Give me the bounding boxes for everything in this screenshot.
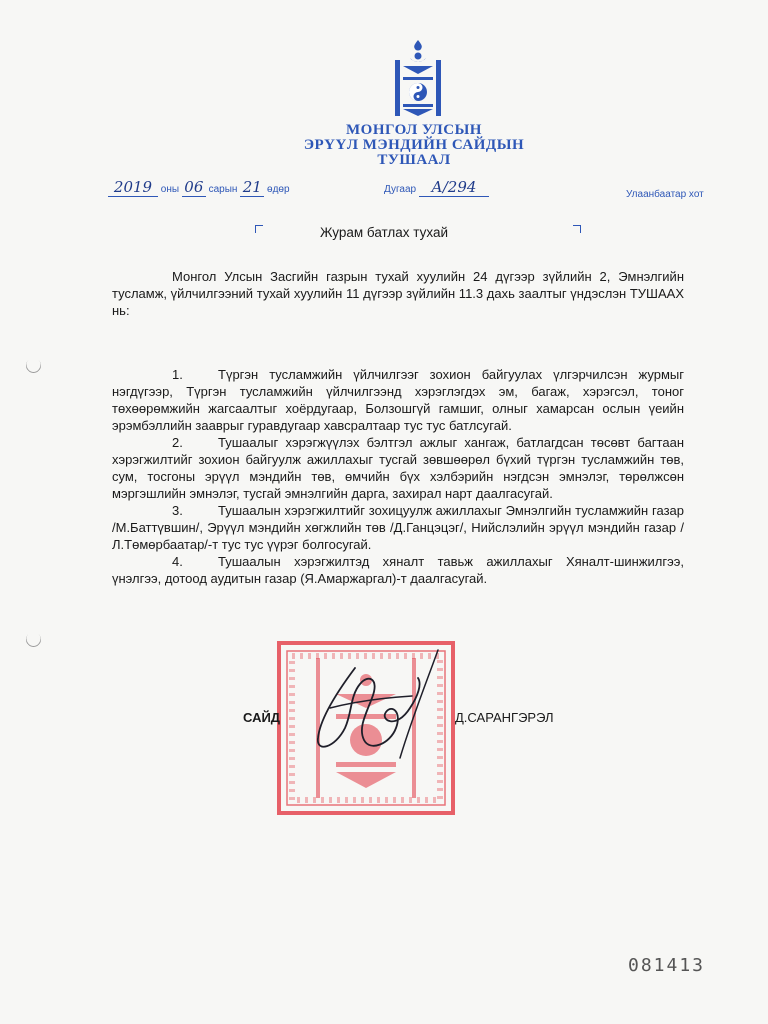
item-text: Тушаалын хэрэгжилтийг зохицуулж ажиллахыг Эмнэлгийн тусламжийн газар /М.Баттүвшин/, Эрүүл мэндийн хөгжлийн төв /Д.Ганцэцэг/, Нийслэлийн эрүүл мэндийн газар /Л.Төмөрбаатар/-т тус тус үүрэг болгосугай.	[112, 503, 684, 552]
item-number: 3.	[172, 503, 183, 518]
item-number: 1.	[172, 367, 183, 382]
document-title: Журам батлах тухай	[319, 225, 449, 240]
soyombo-emblem-icon	[394, 38, 442, 118]
date-day-label: өдөр	[267, 184, 290, 195]
order-item	[112, 502, 684, 553]
item-text: Түргэн тусламжийн үйлчилгээг зохион байгуулах үлгэрчилсэн журмыг нэгдүгээр, Түргэн тусламжийн үйлчилгээнд хэрэглэгдэх эм, багаж, хэрэгсэл, тоног төхөөрөмжийн жагсаалтыг хоёрдугаар, Болзошгүй гамшиг, олныг хамарсан ослын үеийн эрэмбэллийн зааврыг гуравдугаар хавсралтаар тус тус батлсугай.	[112, 367, 684, 433]
order-item	[112, 553, 684, 587]
item-text: Тушаалыг хэрэгжүүлэх бэлтгэл ажлыг хангаж, батлагдсан төсөвт багтаан хэрэгжилтийг зохион байгуулж ажиллахыг тусгай зөвшөөрөл бүхий түргэн тусламжийн төв, сум, тосгоны эрүүл мэндийн төв, өмчийн бүх хэлбэрийн нэгдсэн эмнэлэг, төрөлжсөн мэргэшлийн эмнэлэг, тусгай эмнэлгийн дарга, захирал нарт даалгасугай.	[112, 435, 684, 501]
binder-hole-mark	[23, 355, 44, 376]
order-item	[112, 434, 684, 502]
header-country: МОНГОЛ УЛСЫН	[346, 122, 482, 138]
order-number-label: Дугаар	[384, 184, 417, 195]
order-items	[112, 366, 684, 587]
item-number: 4.	[172, 554, 183, 569]
date-month-label: сарын	[208, 184, 238, 195]
signer-name: Д.САРАНГЭРЭЛ	[455, 710, 554, 725]
date-line	[108, 178, 290, 197]
item-text: Тушаалын хэрэгжилтэд хяналт тавьж ажиллахыг Хяналт-шинжилгээ, үнэлгээ, дотоод аудитын газар (Я.Амаржаргал)-т даалгасугай.	[112, 554, 684, 586]
header-doc-type: ТУШААЛ	[377, 152, 451, 168]
header-ministry: ЭРҮҮЛ МЭНДИЙН САЙДЫН	[303, 137, 525, 153]
handwritten-signature	[300, 648, 450, 763]
city-label: Улаанбаатар хот	[626, 189, 704, 200]
order-number: А/294	[419, 178, 489, 197]
item-number: 2.	[172, 435, 183, 450]
date-year: 2019	[108, 178, 158, 197]
date-day: 21	[240, 178, 264, 197]
intro-paragraph	[112, 268, 684, 319]
signer-title: САЙД	[243, 710, 281, 725]
order-number-line	[384, 178, 489, 197]
binder-hole-mark	[23, 629, 44, 650]
date-month: 06	[182, 178, 206, 197]
date-year-label: оны	[160, 184, 180, 195]
serial-number: 081413	[628, 955, 706, 976]
intro-text: Монгол Улсын Засгийн газрын тухай хуулийн 24 дүгээр зүйлийн 2, Эмнэлгийн тусламж, үйлчилгээний тухай хуулийн 11 дүгээр зүйлийн 11.3 дахь заалтыг үндэслэн ТУШААХ нь:	[112, 269, 684, 318]
order-item	[112, 366, 684, 434]
